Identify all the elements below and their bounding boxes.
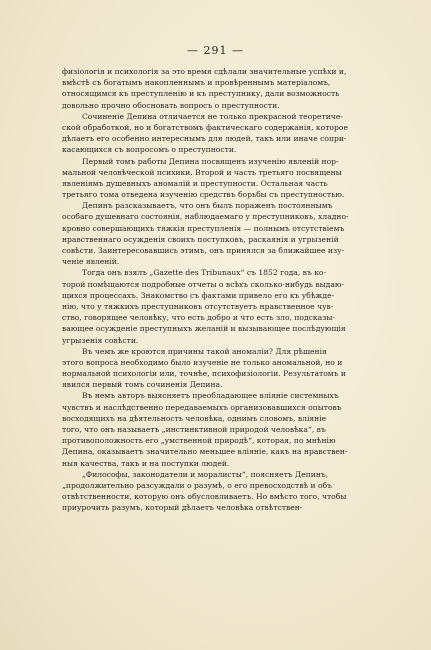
text-line: ныя качества, такъ и на поступки людей. xyxy=(62,458,230,468)
text-line: ченіе явленій. xyxy=(62,257,120,267)
text-line: „продолжительно разсуждали о разумѣ, о его превосходствѣ и объ xyxy=(62,480,332,490)
text-line: Первый томъ работы Депина посвященъ изученію явленій нор- xyxy=(82,156,339,166)
text-line: торой помѣщаются подробные отчеты о всѣхъ сколько-нибудь выдаю- xyxy=(62,279,345,289)
text-line: дѣлаетъ его особенно интереснымъ для людей, такъ или иначе сопри- xyxy=(62,134,347,144)
text-line: Депинъ разсказываетъ, что онъ былъ пораженъ постояннымъ xyxy=(82,201,333,211)
text-line: вающее осужденіе преступныхъ желаній и вызывающее послѣдующія xyxy=(62,324,346,334)
text-line: явился первый томъ сочиненія Депина. xyxy=(62,380,223,390)
page-number: — 291 — xyxy=(187,44,244,57)
text-line: ство, говорящее человѣку, что есть добро и что есть зло, подсказы- xyxy=(62,313,335,323)
text-line: нію, что у тяжкихъ преступниковъ отсутствуетъ нравственное чув- xyxy=(62,301,334,311)
text-line: нравственнаго осужденія своихъ поступковъ, раскаянія и угрызеній xyxy=(62,234,339,244)
text-line: приурочить разумъ, который дѣлаетъ человѣка отвѣтствен- xyxy=(62,503,303,513)
text-line: восходящихъ на дѣятельность человѣка, однимъ словомъ, вліяніе xyxy=(62,413,327,423)
text-line: щихся процессахъ. Знакомство съ фактами привело его къ убѣжде- xyxy=(62,290,335,300)
text-line: противоположность его „умственной природѣ“, которая, по мнѣнію xyxy=(62,436,336,446)
text-line: ской обработкой, но и богатствомъ фактическаго содержанія, которое xyxy=(62,122,348,132)
text-line: Въ чемъ же кроются причины такой аномаліи? Для рѣшенія xyxy=(82,346,327,356)
text-line: этого вопроса необходимо было изученіе не только аномальной, но и xyxy=(62,357,343,367)
text-line: Депина, оказываетъ значительно меньшее вліяніе, какъ на нравствен- xyxy=(62,447,348,457)
text-line: чувствъ и наслѣдственно передаваемыхъ организовавшихся опытовъ xyxy=(62,402,342,412)
text-line: физіологія и психологія за это время сдѣлали значительные успѣхи и, xyxy=(62,67,347,76)
text-line: совѣсти. Заинтересовавшись этимъ, онъ принялся за ближайшее изу- xyxy=(62,246,345,255)
text-line: того, что онъ называетъ „инстинктивной природой человѣка“, въ xyxy=(62,425,326,434)
text-line: касающихся съ вопросомъ о преступности. xyxy=(62,145,237,155)
text-line: довольно прочно обосновать вопросъ о преступности. xyxy=(62,100,280,110)
text-line: угрызенія совѣсти. xyxy=(62,335,139,345)
text-line: Тогда онъ взялъ „Gazette des Tribunaux“ съ 1852 года, въ ко- xyxy=(82,268,327,278)
text-line: относящимся къ преступленію и къ преступнику, дали возможность xyxy=(62,89,340,99)
text-line: отвѣтственности, которую онъ обусловливаетъ. Но вмѣсто того, чтобы xyxy=(62,492,347,502)
text-line: вмѣстѣ съ богатымъ накопленнымъ и провѣреннымъ матеріаломъ, xyxy=(62,78,331,88)
text-line: Въ немъ авторъ выясняетъ преобладающее вліяніе системныхъ xyxy=(82,391,339,401)
text-line: нормальной психологіи или, точнѣе, психофизіологіи. Результатомъ и xyxy=(62,369,346,379)
body-text xyxy=(62,66,392,514)
text-line: „Философы, законодатели и моралисты“, поясняетъ Депинъ, xyxy=(82,469,329,479)
text-line: мальной человѣческой психики. Второй и часть третьяго посвящены xyxy=(62,167,342,177)
text-line: третьяго тома отведена изученію средствъ борьбы съ преступностью. xyxy=(62,190,345,200)
text-line: особаго душевнаго состоянія, наблюдаемаго у преступниковъ, хладно- xyxy=(62,212,349,222)
text-line: явленіямъ душевныхъ аномалій и преступности. Остальная часть xyxy=(62,178,328,188)
text-line: Сочиненіе Депина отличается не только прекрасной теоретиче- xyxy=(82,111,343,121)
text-line: кровно совершающихъ тяжкія преступленія — полнымъ отсутствіемъ xyxy=(62,223,345,233)
